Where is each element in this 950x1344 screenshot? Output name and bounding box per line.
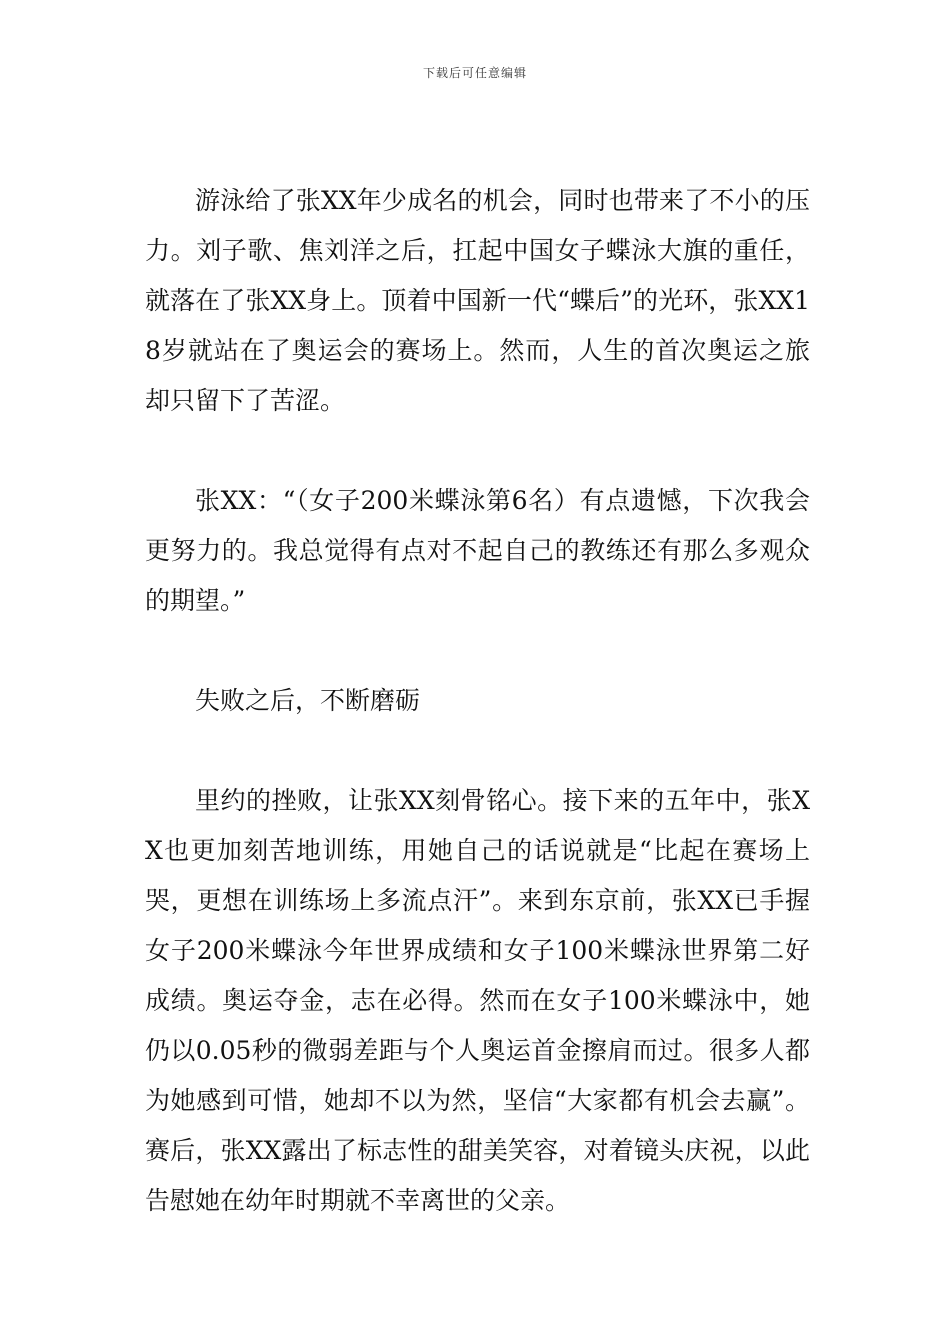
paragraph-intro: 游泳给了张XX年少成名的机会，同时也带来了不小的压力。刘子歌、焦刘洋之后，扛起中国女子蝶泳大旗的重任，就落在了张XX身上。顶着中国新一代“蝶后”的光环，张XX18岁就站在了奥运会的赛场上。然而，人生的首次奥运之旅却只留下了苦涩。 (145, 186, 810, 415)
page-header: 下载后可任意编辑 (422, 66, 527, 80)
paragraph-tokyo: 里约的挫败，让张XX刻骨铭心。接下来的五年中，张XX也更加刻苦地训练，用她自己的话说就是“比起在赛场上哭，更想在训练场上多流点汗”。来到东京前，张XX已手握女子200米蝶泳今年世界成绩和女子100米蝶泳世界第二好成绩。奥运夺金，志在必得。然而在女子100米蝶泳中，她仍以0.05秒的微弱差距与个人奥运首金擦肩而过。很多人都为她感到可惜，她却不以为然，坚信“大家都有机会去赢”。赛后，张XX露出了标志性的甜美笑容，对着镜头庆祝，以此告慰她在幼年时期就不幸离世的父亲。 (145, 786, 810, 1215)
document-body (145, 176, 810, 1226)
section-heading: 失败之后，不断磨砺 (195, 686, 421, 715)
paragraph-quote: 张XX：“（女子200米蝶泳第6名）有点遗憾，下次我会更努力的。我总觉得有点对不起自己的教练还有那么多观众的期望。” (145, 486, 810, 615)
